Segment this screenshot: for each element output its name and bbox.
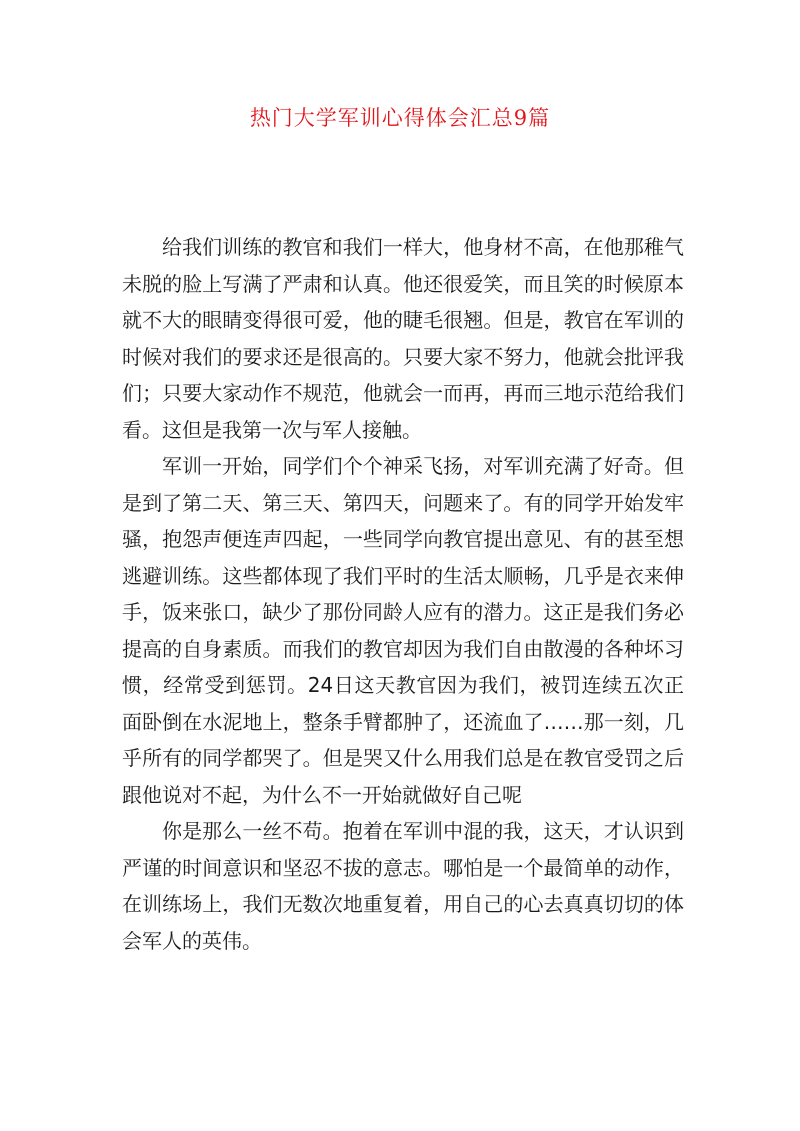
paragraph-1: 给我们训练的教官和我们一样大，他身材不高，在他那稚气未脱的脸上写满了严肃和认真。他还很爱笑，而且笑的时候原本就不大的眼睛变得很可爱，他的睫毛很翘。但是，教官在军训的时候对我们的要求还是很高的。只要大家不努力，他就会批评我们；只要大家动作不规范，他就会一而再，再而三地示范给我们看。这但是我第一次与军人接触。 <box>122 235 684 442</box>
document-title: 热门大学军训心得体会汇总9篇 <box>249 106 551 130</box>
paragraph-2: 军训一开始，同学们个个神采飞扬，对军训充满了好奇。但是到了第二天、第三天、第四天，问题来了。有的同学开始发牢骚，抱怨声便连声四起，一些同学向教官提出意见、有的甚至想逃避训练。这些都体现了我们平时的生活太顺畅，几乎是衣来伸手，饭来张口，缺少了那份同龄人应有的潜力。这正是我们务必提高的自身素质。而我们的教官却因为我们自由散漫的各种坏习惯，经常受到惩罚。24日这天教官因为我们，被罚连续五次正面卧倒在水泥地上，整条手臂都肿了，还流血了……那一刻，几乎所有的同学都哭了。但是哭又什么用我们总是在教官受罚之后跟他说对不起，为什么不一开始就做好自己呢 <box>122 454 684 807</box>
document-body <box>122 229 684 959</box>
paragraph-3: 你是那么一丝不苟。抱着在军训中混的我，这天，才认识到严谨的时间意识和坚忍不拔的意志。哪怕是一个最简单的动作，在训练场上，我们无数次地重复着，用自己的心去真真切切的体会军人的英伟。 <box>122 819 684 953</box>
